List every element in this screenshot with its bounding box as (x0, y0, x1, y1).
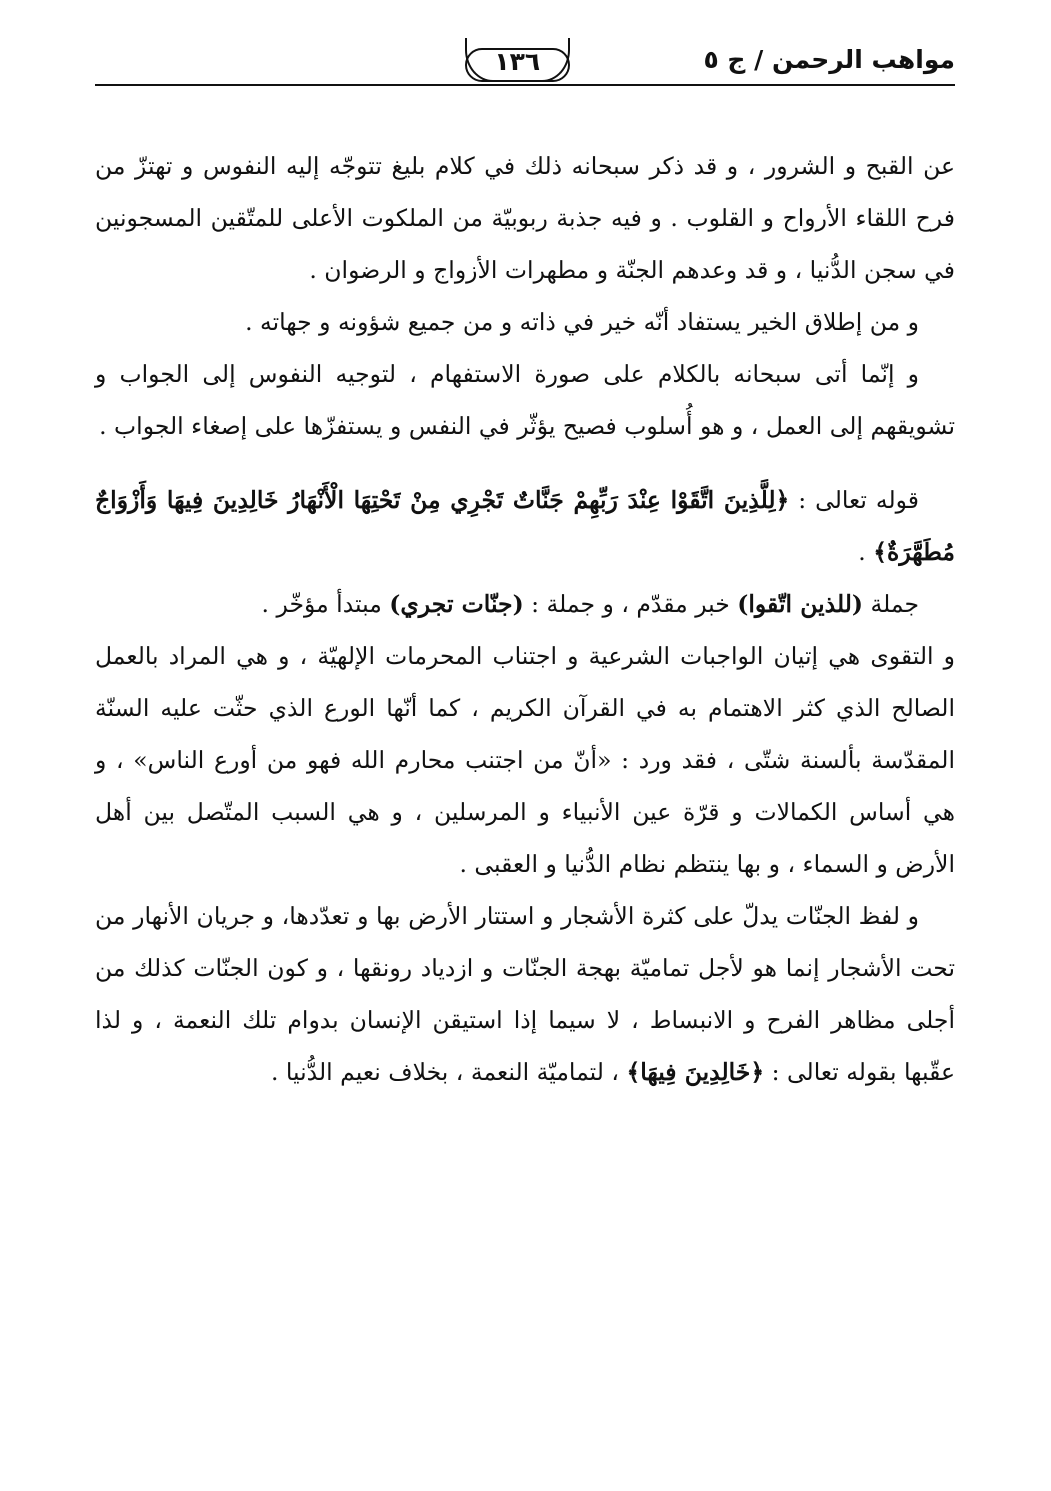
section-gap (95, 452, 955, 474)
quran-phrase: ﴿خَالِدِينَ فِيهَا﴾ (626, 1058, 765, 1086)
page-body (95, 140, 955, 1098)
gardens-text-2: ، لتماميّة النعمة ، بخلاف نعيم الدُّنيا . (270, 1058, 627, 1086)
paragraph-1: عن القبح و الشرور ، و قد ذكر سبحانه ذلك في كلام بليغ تتوجّه إليه النفوس و تهتزّ من فرح اللقاء الأرواح و القلوب . و فيه جذبة ربوبيّة من الملكوت الأعلى للمتّقين المسجونين في سجن الدُّنيا ، و قد وعدهم الجنّة و مطهرات الأزواج و الرضوان . (95, 152, 955, 284)
page-number-frame (465, 38, 570, 82)
page-number: ١٣٦ (494, 47, 541, 76)
verse-intro: قوله تعالى : (789, 486, 919, 514)
paragraph-3: و إنّما أتى سبحانه بالكلام على صورة الاستفهام ، لتوجيه النفوس إلى الجواب و تشويقهم إلى العمل ، و هو أُسلوب فصيح يؤثّر في النفس و يستفزّها على إصغاء الجواب . (95, 360, 955, 440)
grammar-term-1: (للذين اتّقوا) (737, 590, 864, 618)
header-divider (95, 84, 955, 86)
grammar-paragraph (95, 578, 955, 630)
quran-verse: ﴿لِلَّذِينَ اتَّقَوْا عِنْدَ رَبِّهِمْ جَنَّاتٌ تَجْرِي مِنْ تَحْتِهَا الْأَنْهَارُ خَالِدِينَ فِيهَا وَأَزْوَاجٌ مُطَهَّرَةٌ﴾ (95, 486, 955, 566)
grammar-text-1: جملة (863, 590, 919, 618)
gardens-paragraph (95, 890, 955, 1098)
grammar-text-2: خبر مقدّم ، و جملة : (523, 590, 738, 618)
grammar-term-2: (جنّات تجري) (389, 590, 524, 618)
verse-end: . (858, 538, 874, 566)
paragraph-2: و من إطلاق الخير يستفاد أنّه خير في ذاته و من جميع شؤونه و جهاته . (245, 308, 919, 336)
gardens-text-1: و لفظ الجنّات يدلّ على كثرة الأشجار و استتار الأرض بها و تعدّدها، و جريان الأنهار من تحت الأشجار إنما هو لأجل تماميّة بهجة الجنّات و ازدياد رونقها ، و كون الجنّات كذلك من أجلى مظاهر الفرح و الانبساط ، لا سيما إذا استيقن الإنسان بدوام تلك النعمة ، و لذا عقّبها بقوله تعالى : (95, 902, 955, 1086)
verse-paragraph (95, 474, 955, 578)
running-title: مواهب الرحمن / ج ٥ (703, 45, 955, 74)
taqwa-paragraph: و التقوى هي إتيان الواجبات الشرعية و اجتناب المحرمات الإلهيّة ، و هي المراد بالعمل الصالح الذي كثر الاهتمام به في القرآن الكريم ، كما أنّها الورع الذي حثّت عليه السنّة المقدّسة بألسنة شتّى ، فقد ورد : «أنّ من اجتنب محارم الله فهو من أورع الناس» ، و هي أساس الكمالات و قرّة عين الأنبياء و المرسلين ، و هي السبب المتّصل بين أهل الأرض و السماء ، و بها ينتظم نظام الدُّنيا و العقبى . (95, 642, 955, 878)
grammar-text-3: مبتدأ مؤخّر . (261, 590, 390, 618)
page-header (95, 38, 955, 88)
